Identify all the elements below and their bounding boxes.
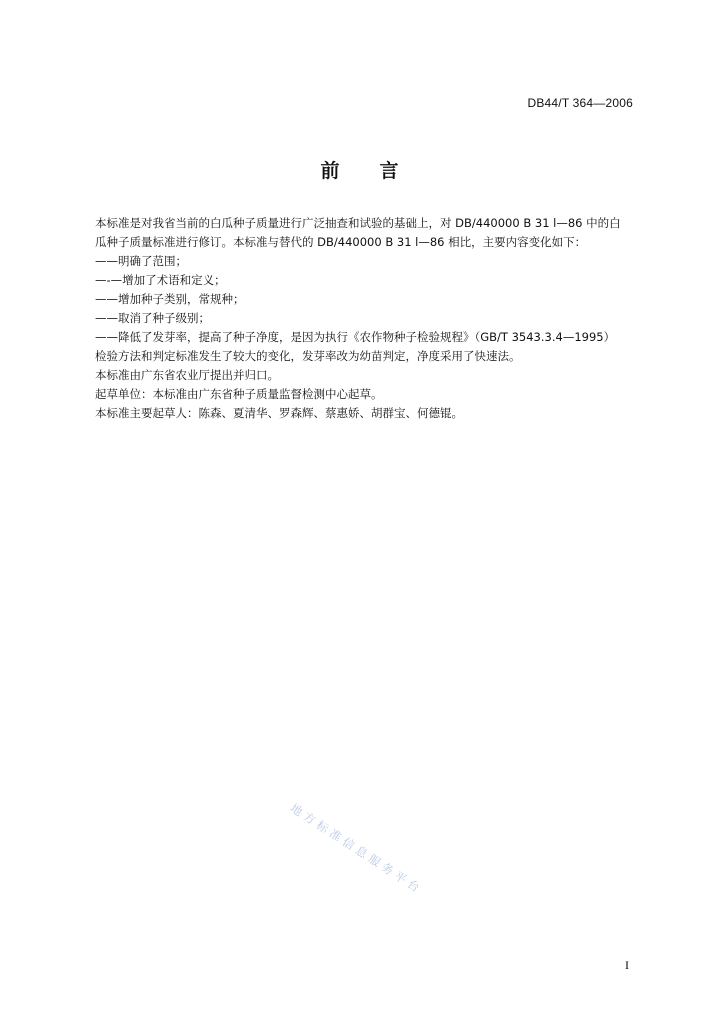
page-title <box>0 156 721 183</box>
change-item-1: ——明确了范围； <box>95 254 187 268</box>
watermark: 地方标准信息服务平台 <box>287 800 426 897</box>
foreword-body <box>95 214 635 423</box>
change-item-5-line-1: ——降低了发芽率，提高了种子净度，是因为执行《农作物种子检验规程》（GB/T 3543.3.4—1995） <box>95 330 616 344</box>
paragraph-drafting-unit: 起草单位：本标准由广东省种子质量监督检测中心起草。 <box>95 387 383 401</box>
paragraph-drafters: 本标准主要起草人：陈森、夏清华、罗森辉、蔡惠娇、胡群宝、何德锟。 <box>95 406 463 420</box>
paragraph-1-line-1: 本标准是对我省当前的白瓜种子质量进行广泛抽查和试验的基础上，对 DB/440000 B 31 l—86 中的白 <box>95 216 621 230</box>
change-item-2: —-—增加了术语和定义； <box>95 273 226 287</box>
change-item-4: ——取消了种子级别； <box>95 311 210 325</box>
page-number: I <box>625 958 629 972</box>
title-char-1: 前 <box>320 160 342 182</box>
document-code: DB44/T 364—2006 <box>527 96 633 110</box>
change-item-5-line-2: 检验方法和判定标准发生了较大的变化，发芽率改为幼苗判定，净度采用了快速法。 <box>95 349 521 363</box>
title-char-2: 言 <box>379 160 401 182</box>
paragraph-1-line-2: 瓜种子质量标准进行修订。本标准与替代的 DB/440000 B 31 l—86 相比，主要内容变化如下： <box>95 235 587 249</box>
paragraph-proposer: 本标准由广东省农业厅提出并归口。 <box>95 368 279 382</box>
change-item-3: ——增加种子类别，常规种； <box>95 292 245 306</box>
